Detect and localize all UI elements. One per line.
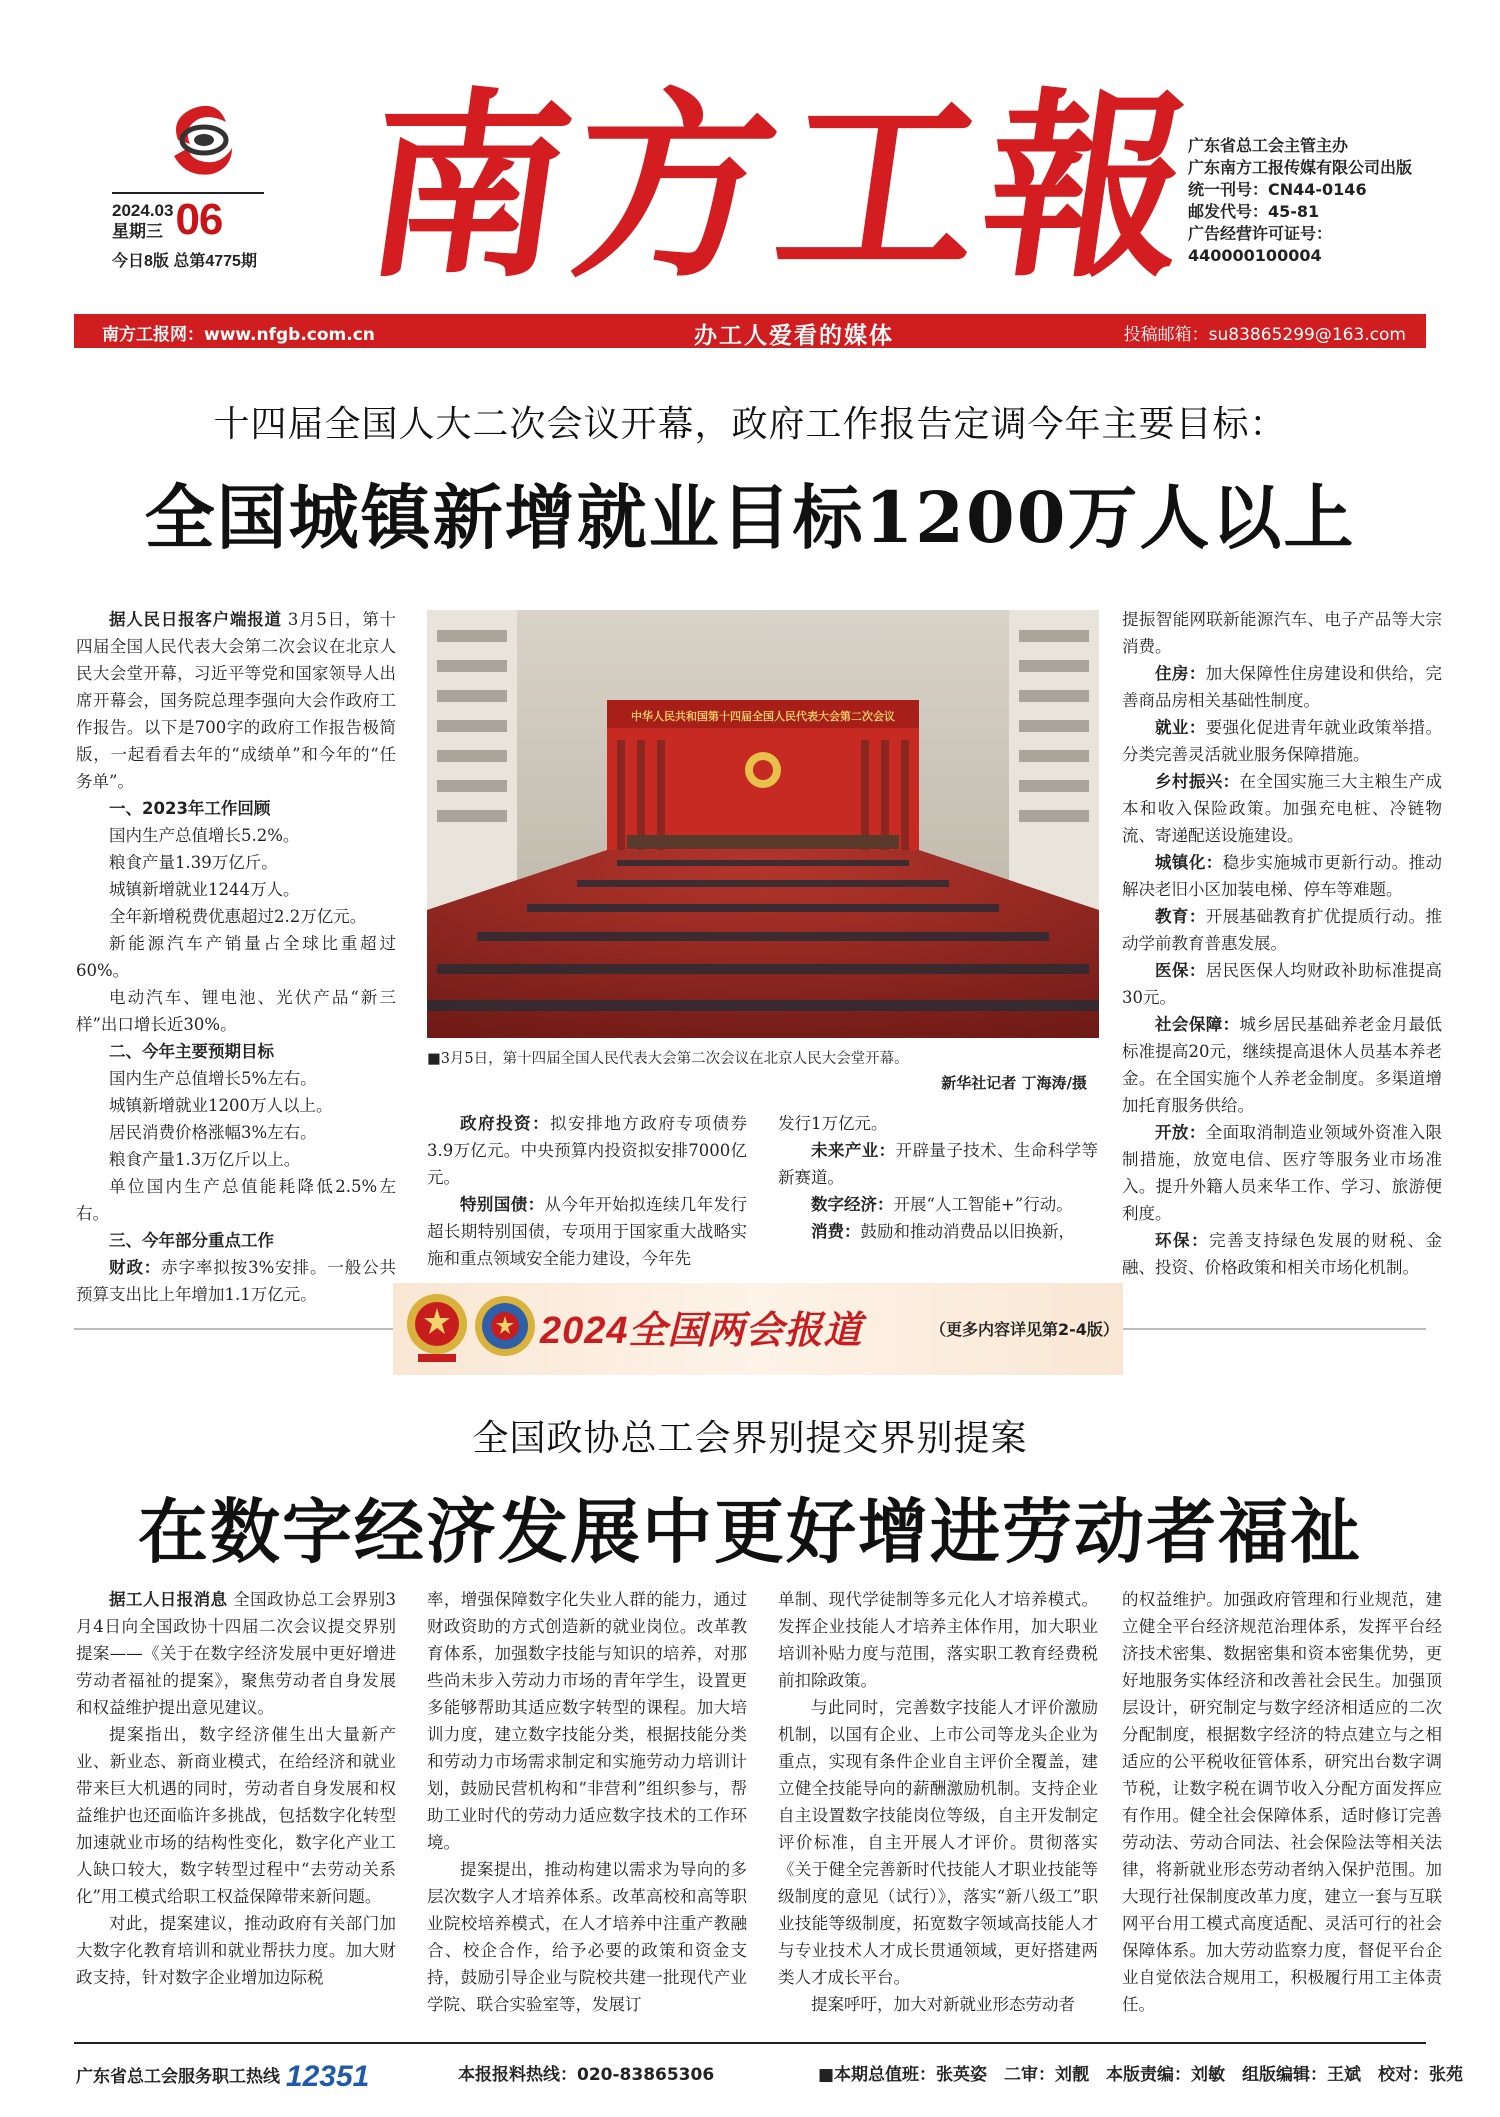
- slogan: 办工人爱看的媒体: [694, 322, 894, 349]
- story2-column-2: [427, 1586, 747, 2018]
- list-item: 新能源汽车产销量占全球比重超过60%。: [76, 934, 396, 980]
- item-text: 发行1万亿元。: [778, 1114, 888, 1133]
- list-item: 城镇新增就业1200万人以上。: [109, 1096, 333, 1115]
- paragraph: 全国政协总工会界别3月4日向全国政协十四届二次会议提交界别提案——《关于在数字经济发展中更好增进劳动者福祉的提案》，聚焦劳动者自身发展和权益维护提出意见建议。: [76, 1590, 397, 1717]
- issue-day: 06: [175, 195, 223, 244]
- section-heading: 一、2023年工作回顾: [109, 799, 271, 818]
- item-text: 稳步实施城市更新行动。推动解决老旧小区加装电梯、停车等难题。: [1122, 853, 1442, 899]
- paragraph: 的权益维护。加强政府管理和行业规范，建立健全平台经济规范治理体系，发挥平台经济技术密集、数据密集和资本密集优势，更好地服务实体经济和改善社会民生。加强顶层设计，研究制定与数字经济相适应的二次分配制度，根据数字经济的特点建立与之相适应的公平税收征管体系，研究出台数字调节税，让数字税在调节收入分配方面发挥应有作用。健全社会保障体系，适时修订完善劳动法、劳动合同法、社会保险法等相关法律，将新就业形态劳动者纳入保护范围。加大现行社保制度改革力度，建立一套与互联网平台用工模式高度适配、灵活可行的社会保障体系。加大劳动监察力度，督促平台企业自觉依法合规用工，积极履行用工主体责任。: [1122, 1590, 1442, 2014]
- item-text: 在全国实施三大主粮生产成本和收入保险政策。加强充电桩、冷链物流、寄递配送设施建设。: [1122, 772, 1442, 845]
- item-text: 城乡居民基础养老金月最低标准提高20元，继续提高退休人员基本养老金。在全国实施个人养老金制度。多渠道增加托育服务供给。: [1122, 1015, 1442, 1115]
- item-label: 开放：: [1155, 1123, 1206, 1142]
- item-label: 消费：: [811, 1222, 861, 1241]
- item-label: 未来产业：: [811, 1141, 896, 1160]
- story2-source: 据工人日报消息: [109, 1590, 228, 1609]
- item-label: 就业：: [1155, 718, 1206, 737]
- list-item: 国内生产总值增长5.2%。: [109, 826, 300, 845]
- story1-column-2: [427, 1110, 747, 1272]
- list-item: 粮食产量1.39万亿斤。: [109, 853, 278, 872]
- story2-headline: 在数字经济发展中更好增进劳动者福祉: [138, 1490, 1362, 1573]
- banner-rule-right: [1122, 1328, 1426, 1330]
- newspaper-title: 南方工報: [351, 70, 1209, 305]
- story1-column-4: [1122, 606, 1442, 1281]
- story1-kicker: 十四届全国人大二次会议开幕，政府工作报告定调今年主要目标：: [213, 404, 1287, 445]
- list-item: 粮食产量1.3万亿斤以上。: [109, 1150, 301, 1169]
- story1-lead: 3月5日，第十四届全国人民代表大会第二次会议在北京人民大会堂开幕，习近平等党和国家领导人出席开幕会，国务院总理李强向大会作政府工作报告。以下是700字的政府工作报告极简版，一起看看去年的“成绩单”和今年的“任务单”。: [76, 610, 397, 791]
- story1-column-1: [76, 606, 396, 1308]
- submission-email[interactable]: 投稿邮箱：su83865299@163.com: [1123, 325, 1406, 345]
- hotline-label: 广东省总工会服务职工热线: [76, 2067, 280, 2087]
- story1-source: 据人民日报客户端报道: [109, 610, 282, 629]
- hall-banner-text: 中华人民共和国第十四届全国人民代表大会第二次会议: [631, 710, 895, 723]
- national-emblem-icon: [404, 1290, 470, 1366]
- section-heading: 三、今年部分重点工作: [109, 1231, 274, 1250]
- list-item: 居民消费价格涨幅3%左右。: [109, 1123, 317, 1142]
- publisher-line: 广告经营许可证号：: [1188, 224, 1333, 243]
- item-text: 居民医保人均财政补助标准提高30元。: [1122, 961, 1442, 1007]
- story2-column-4: [1122, 1586, 1442, 2018]
- list-item: 国内生产总值增长5%左右。: [109, 1069, 317, 1088]
- item-text: 开展基础教育扩优提质行动。推动学前教育普惠发展。: [1122, 907, 1442, 953]
- story1-headline: 全国城镇新增就业目标1200万人以上: [144, 476, 1356, 559]
- item-label: 财政：: [109, 1258, 162, 1277]
- banner-note: （更多内容详见第2-4版）: [930, 1320, 1119, 1339]
- newspaper-logo-icon: [160, 100, 240, 192]
- item-text: 全面取消制造业领域外资准入限制措施，放宽电信、医疗等服务业市场准入。提升外籍人员来华工作、学习、旅游便利度。: [1122, 1123, 1442, 1223]
- item-text: 开展“人工智能+”行动。: [893, 1195, 1073, 1214]
- issue-edition: 今日8版 总第4775期: [112, 253, 257, 270]
- story2-kicker: 全国政协总工会界别提交界别提案: [472, 1418, 1028, 1459]
- item-text: 开辟量子技术、生命科学等新赛道。: [778, 1141, 1098, 1187]
- story2-column-3: [778, 1586, 1098, 2018]
- cppcc-emblem-icon: [472, 1290, 538, 1366]
- item-text: 从今年开始拟连续几年发行超长期特别国债，专项用于国家重大战略实施和重点领域安全能力建设，今年先: [427, 1195, 747, 1268]
- photo-caption: ■3月5日，第十四届全国人民代表大会第二次会议在北京人民大会堂开幕。: [427, 1051, 909, 1067]
- congress-hall-photo: [427, 610, 1099, 1038]
- paragraph: 提案提出，推动构建以需求为导向的多层次数字人才培养体系。改革高校和高等职业院校培养模式，在人才培养中注重产教融合、校企合作，给予必要的政策和资金支持，鼓励引导企业与院校共建一批现代产业学院、联合实验室等，发展订: [427, 1860, 747, 2014]
- item-label: 社会保障：: [1155, 1015, 1240, 1034]
- publisher-line: 统一刊号：CN44-0146: [1188, 180, 1367, 199]
- masthead-red-bar: [74, 314, 1426, 348]
- story1-column-3: [778, 1110, 1098, 1245]
- paragraph: 对此，提案建议，推动政府有关部门加大数字化教育培训和就业帮扶力度。加大财政支持，针对数字企业增加边际税: [76, 1914, 396, 1987]
- news-hotline: 本报报料热线：020-83865306: [458, 2065, 715, 2085]
- list-item: 电动汽车、锂电池、光伏产品“新三样”出口增长近30%。: [76, 988, 396, 1034]
- story2-column-1: [76, 1586, 396, 1991]
- website-link[interactable]: 南方工报网：www.nfgb.com.cn: [102, 325, 375, 345]
- editor-credits: ■本期总值班：张英姿 二审：刘靓 本版责编：刘敏 组版编辑：王斌 校对：张苑: [818, 2065, 1464, 2085]
- item-label: 数字经济：: [811, 1195, 894, 1214]
- item-label: 政府投资：: [460, 1114, 551, 1133]
- paragraph: 率，增强保障数字化失业人群的能力，通过财政资助的方式创造新的就业岗位。改革教育体系，加强数字技能与知识的培养，对那些尚未步入劳动力市场的青年学生，设置更多能够帮助其适应数字转型的课程。加大培训力度，建立数字技能分类，根据技能分类和劳动力市场需求制定和实施劳动力培训计划，鼓励民营机构和“非营利”组织参与，帮助工业时代的劳动力适应数字技术的工作环境。: [427, 1590, 747, 1852]
- item-label: 乡村振兴：: [1155, 772, 1240, 791]
- paragraph: 提案呼吁，加大对新就业形态劳动者: [811, 1995, 1075, 2014]
- union-hotline: [76, 2060, 369, 2094]
- item-text: 鼓励和推动消费品以旧换新，: [860, 1222, 1075, 1241]
- item-label: 环保：: [1155, 1231, 1210, 1250]
- list-item: 全年新增税费优惠超过2.2万亿元。: [109, 907, 367, 926]
- item-label: 住房：: [1155, 664, 1206, 683]
- item-label: 城镇化：: [1155, 853, 1223, 872]
- item-label: 医保：: [1155, 961, 1206, 980]
- paragraph: 提案指出，数字经济催生出大量新产业、新业态、新商业模式，在给经济和就业带来巨大机遇的同时，劳动者自身发展和权益维护也还面临许多挑战，包括数字化转型加速就业市场的结构性变化，数字化产业工人缺口较大，数字转型过程中“去劳动关系化”用工模式给职工权益保障带来新问题。: [76, 1725, 396, 1906]
- item-text: 拟安排地方政府专项债券3.9万亿元。中央预算内投资拟安排7000亿元。: [427, 1114, 748, 1187]
- hotline-number: 12351: [285, 2060, 370, 2093]
- list-item: 城镇新增就业1244万人。: [109, 880, 300, 899]
- paragraph: 单制、现代学徒制等多元化人才培养模式。发挥企业技能人才培养主体作用，加大职业培训补贴力度与范围，落实职工教育经费税前扣除政策。: [778, 1590, 1098, 1690]
- footer-rule: [74, 2042, 1426, 2044]
- publisher-info: [1188, 135, 1412, 267]
- item-label: 特别国债：: [460, 1195, 545, 1214]
- item-label: 教育：: [1155, 907, 1206, 926]
- issue-weekday: 星期三: [112, 222, 163, 241]
- issue-date: [112, 192, 264, 271]
- list-item: 单位国内生产总值能耗降低2.5%左右。: [76, 1177, 396, 1223]
- item-text: 赤字率拟按3%安排。一般公共预算支出比上年增加1.1万亿元。: [76, 1258, 396, 1304]
- section-heading: 二、今年主要预期目标: [109, 1042, 274, 1061]
- photo-credit: 新华社记者 丁海涛/摄: [941, 1074, 1087, 1092]
- issue-year-month: 2024.03: [112, 201, 174, 220]
- publisher-line: 广东省总工会主管主办: [1188, 136, 1349, 155]
- item-text: 要强化促进青年就业政策举措。分类完善灵活就业服务保障措施。: [1122, 718, 1442, 764]
- publisher-line: 邮发代号：45-81: [1188, 202, 1320, 221]
- item-text: 完善支持绿色发展的财税、金融、投资、价格政策和相关市场化机制。: [1122, 1231, 1443, 1277]
- publisher-line: 440000100004: [1188, 246, 1322, 265]
- item-text: 提振智能网联新能源汽车、电子产品等大宗消费。: [1122, 610, 1442, 656]
- paragraph: 与此同时，完善数字技能人才评价激励机制，以国有企业、上市公司等龙头企业为重点，实现有条件企业自主评价全覆盖，建立健全技能导向的薪酬激励机制。支持企业自主设置数字技能岗位等级，自主开发制定评价标准，自主开展人才评价。贯彻落实《关于健全完善新时代技能人才职业技能等级制度的意见（试行）》，落实“新八级工”职业技能等级制度，拓宽数字领域高技能人才与专业技术人才成长贯通领域，更好搭建两类人才成长平台。: [778, 1698, 1098, 1987]
- banner-title: 2024全国两会报道: [540, 1310, 863, 1352]
- publisher-line: 广东南方工报传媒有限公司出版: [1188, 158, 1413, 177]
- item-text: 加大保障性住房建设和供给，完善商品房相关基础性制度。: [1122, 664, 1442, 710]
- banner-rule-left: [74, 1328, 394, 1330]
